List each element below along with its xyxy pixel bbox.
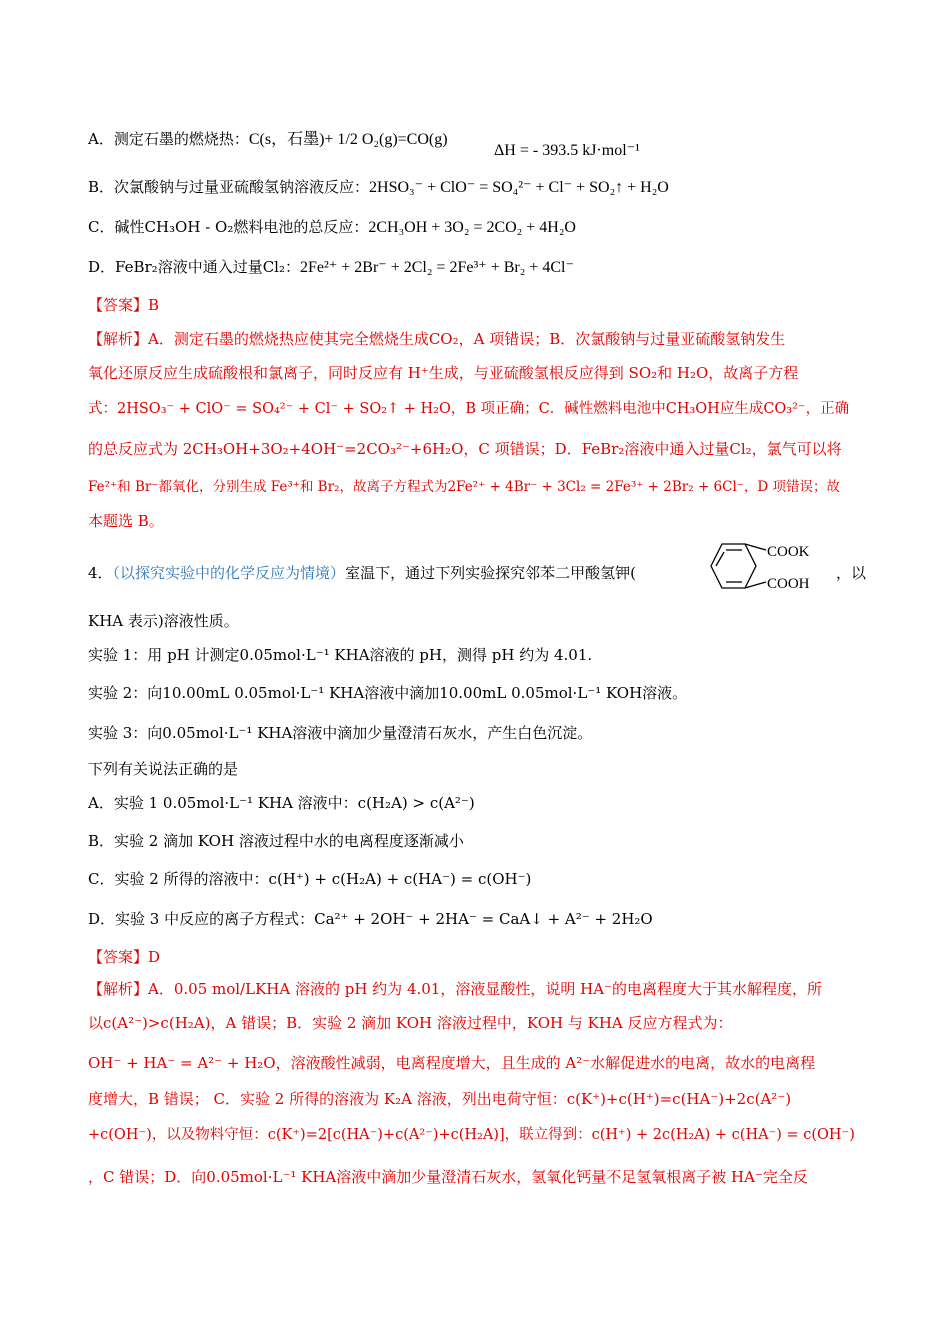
q4-stem-line-1-end: ，以 <box>836 564 867 582</box>
q3-option-a-label: A．测定石墨的燃烧热： <box>88 130 249 148</box>
q3-option-c <box>88 216 864 239</box>
q4-analysis-line-2: 以c(A²⁻)>c(H₂A)，A 错误；B．实验 2 滴加 KOH 溶液过程中，KOH 与 KHA 反应方程式为： <box>88 1014 733 1032</box>
q3-option-a-equation: C(s，石墨)+ 1/2 O₂(g)=CO(g) <box>248 131 448 148</box>
q3-analysis-line-1: 【解析】A．测定石墨的燃烧热应使其完全燃烧生成CO₂，A 项错误；B．次氯酸钠与过量亚硫酸氢钠发生 <box>88 330 786 348</box>
q4-analysis-line-4: 度增大，B 错误； C．实验 2 所得的溶液为 K₂A 溶液，列出电荷守恒：c(K⁺)+c(H⁺)=c(HA⁻)+2c(A²⁻) <box>88 1090 792 1108</box>
q4-option-b: B．实验 2 滴加 KOH 溶液过程中水的电离程度逐渐减小 <box>88 832 464 850</box>
q3-option-c-equation: 2CH₃OH + 3O₂ = 2CO₂ + 4H₂O <box>368 219 576 236</box>
q4-analysis-line-5: +c(OH⁻)，以及物料守恒：c(K⁺)=2[c(HA⁻)+c(A²⁻)+c(H₂A)]，联立得到：c(H⁺) + 2c(H₂A) + c(HA⁻) = c(OH⁻) <box>88 1127 855 1143</box>
q4-experiment-1: 实验 1：用 pH 计测定0.05mol·L⁻¹ KHA溶液的 pH，测得 pH 约为 4.01. <box>88 646 593 664</box>
q4-experiment-3: 实验 3：向0.05mol·L⁻¹ KHA溶液中滴加少量澄清石灰水，产生白色沉淀。 <box>88 724 593 742</box>
phthalate-structure-diagram <box>700 538 830 598</box>
q4-analysis-line-6: ，C 错误；D．向0.05mol·L⁻¹ KHA溶液中滴加少量澄清石灰水，氢氧化钙量不足氢氧根离子被 HA⁻完全反 <box>88 1168 808 1186</box>
q3-option-a <box>88 128 864 151</box>
q3-option-b-equation: 2HSO₃⁻ + ClO⁻ = SO₄²⁻ + Cl⁻ + SO₂↑ + H₂O <box>369 179 669 196</box>
q3-option-d-equation: 2Fe²⁺ + 2Br⁻ + 2Cl₂ = 2Fe³⁺ + Br₂ + 4Cl⁻ <box>300 259 574 276</box>
q4-prompt: 下列有关说法正确的是 <box>88 760 239 778</box>
q4-option-c: C．实验 2 所得的溶液中：c(H⁺) + c(H₂A) + c(HA⁻) = c(OH⁻) <box>88 870 532 888</box>
q3-analysis-line-5: Fe²⁺和 Br⁻都氧化，分别生成 Fe³⁺和 Br₂，故离子方程式为2Fe²⁺ + 4Br⁻ + 3Cl₂ = 2Fe³⁺ + 2Br₂ + 6Cl⁻，D 项错误；故 <box>88 479 841 495</box>
q3-analysis-line-4: 的总反应式为 2CH₃OH+3O₂+4OH⁻=2CO₃²⁻+6H₂O，C 项错误；D．FeBr₂溶液中通入过量Cl₂，氯气可以将 <box>88 440 842 458</box>
q3-analysis-line-2: 氧化还原反应生成硫酸根和氯离子，同时反应有 H⁺生成，与亚硫酸氢根反应得到 SO₂和 H₂O，故离子方程 <box>88 364 799 382</box>
cooh-group-label: COOH <box>767 576 810 592</box>
q3-option-b <box>88 176 864 199</box>
q4-option-a: A．实验 1 0.05mol·L⁻¹ KHA 溶液中：c(H₂A) > c(A²⁻) <box>88 794 475 812</box>
q4-stem-line-2: KHA 表示)溶液性质。 <box>88 612 239 630</box>
q4-stem-text: 室温下，通过下列实验探究邻苯二甲酸氢钾( <box>345 564 636 582</box>
q4-context-tag: （以探究实验中的化学反应为情境） <box>112 564 346 582</box>
q3-answer: 【答案】B <box>88 296 160 314</box>
q4-stem-line-1 <box>88 562 690 584</box>
q3-option-c-label: C．碱性CH₃OH - O₂燃料电池的总反应： <box>88 218 369 236</box>
q3-analysis-line-6: 本题选 B。 <box>88 512 164 530</box>
q4-number: 4． <box>88 564 113 582</box>
q3-option-d <box>88 256 864 279</box>
q4-answer: 【答案】D <box>88 948 161 966</box>
cook-group-label: COOK <box>767 544 810 560</box>
q3-option-a-enthalpy: ΔH = - 393.5 kJ·mol⁻¹ <box>494 142 640 159</box>
q3-analysis-line-3: 式：2HSO₃⁻ + ClO⁻ = SO₄²⁻ + Cl⁻ + SO₂↑ + H₂O，B 项正确；C．碱性燃料电池中CH₃OH应生成CO₃²⁻，正确 <box>88 401 850 417</box>
q4-analysis-line-3: OH⁻ + HA⁻ = A²⁻ + H₂O，溶液酸性减弱，电离程度增大，且生成的 A²⁻水解促进水的电离，故水的电离程 <box>88 1054 816 1072</box>
q3-option-b-label: B．次氯酸钠与过量亚硫酸氢钠溶液反应： <box>88 178 370 196</box>
q3-option-d-label: D．FeBr₂溶液中通入过量Cl₂： <box>88 258 300 276</box>
q4-option-d: D．实验 3 中反应的离子方程式：Ca²⁺ + 2OH⁻ + 2HA⁻ = CaA↓ + A²⁻ + 2H₂O <box>88 910 653 928</box>
q4-analysis-line-1: 【解析】A．0.05 mol/LKHA 溶液的 pH 约为 4.01，溶液显酸性，说明 HA⁻的电离程度大于其水解程度，所 <box>88 980 822 998</box>
q4-experiment-2: 实验 2：向10.00mL 0.05mol·L⁻¹ KHA溶液中滴加10.00mL 0.05mol·L⁻¹ KOH溶液。 <box>88 684 688 702</box>
